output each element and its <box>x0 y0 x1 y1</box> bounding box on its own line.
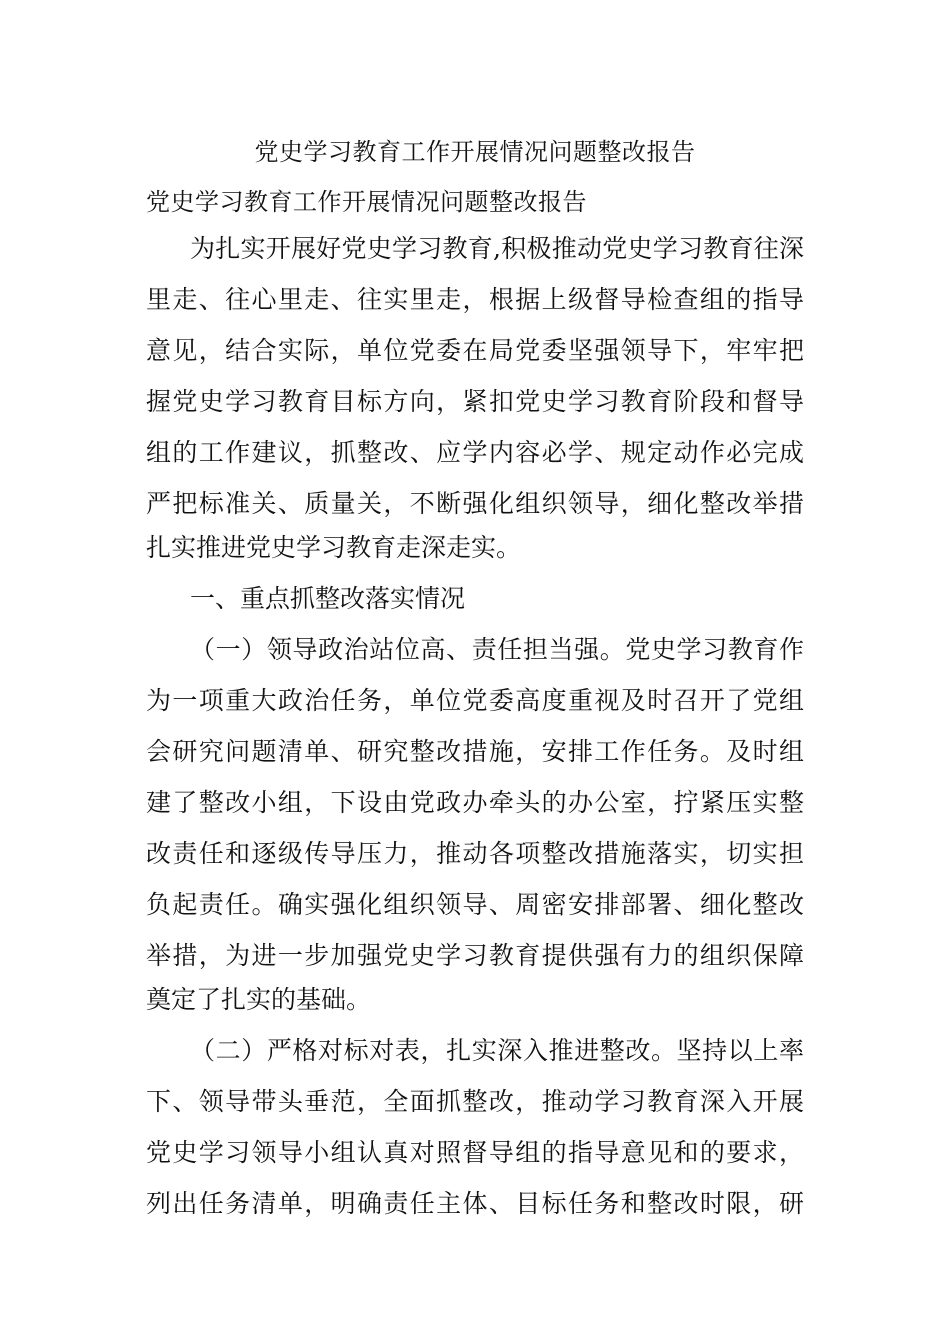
paragraph-line: 严把标准关、质量关，不断强化组织领导，细化整改举措 <box>146 489 804 518</box>
paragraph-line: 为一项重大政治任务，单位党委高度重视及时召开了党组 <box>146 686 804 715</box>
paragraph-line: 里走、往心里走、往实里走，根据上级督导检查组的指导 <box>146 285 804 314</box>
paragraph-line: 为扎实开展好党史学习教育,积极推动党史学习教育往深 <box>190 234 804 263</box>
paragraph-line: 建了整改小组，下设由党政办牵头的办公室，拧紧压实整 <box>146 788 804 817</box>
paragraph-line: 会研究问题清单、研究整改措施，安排工作任务。及时组 <box>146 737 804 766</box>
paragraph-line: 列出任务清单，明确责任主体、目标任务和整改时限，研 <box>146 1189 804 1218</box>
paragraph-line: 改责任和逐级传导压力，推动各项整改措施落实，切实担 <box>146 839 804 868</box>
paragraph-line: 举措，为进一步加强党史学习教育提供强有力的组织保障 <box>146 941 804 970</box>
paragraph-line: （一）领导政治站位高、责任担当强。党史学习教育作 <box>190 635 804 664</box>
paragraph-line: 组的工作建议，抓整改、应学内容必学、规定动作必完成 <box>146 438 804 467</box>
section-heading: 一、重点抓整改落实情况 <box>190 584 466 613</box>
paragraph-line: （二）严格对标对表，扎实深入推进整改。坚持以上率 <box>190 1036 804 1065</box>
paragraph-line: 下、领导带头垂范，全面抓整改，推动学习教育深入开展 <box>146 1087 804 1116</box>
paragraph-line: 扎实推进党史学习教育走深走实。 <box>146 533 522 562</box>
paragraph-line: 奠定了扎实的基础。 <box>146 985 372 1014</box>
paragraph-line: 意见，结合实际，单位党委在局党委坚强领导下，牢牢把 <box>146 336 804 365</box>
document-title: 党史学习教育工作开展情况问题整改报告 <box>254 138 696 166</box>
paragraph-line: 负起责任。确实强化组织领导、周密安排部署、细化整改 <box>146 890 804 919</box>
document-subtitle: 党史学习教育工作开展情况问题整改报告 <box>146 188 587 216</box>
paragraph-line: 握党史学习教育目标方向，紧扣党史学习教育阶段和督导 <box>146 387 804 416</box>
paragraph-line: 党史学习领导小组认真对照督导组的指导意见和的要求， <box>146 1138 804 1167</box>
